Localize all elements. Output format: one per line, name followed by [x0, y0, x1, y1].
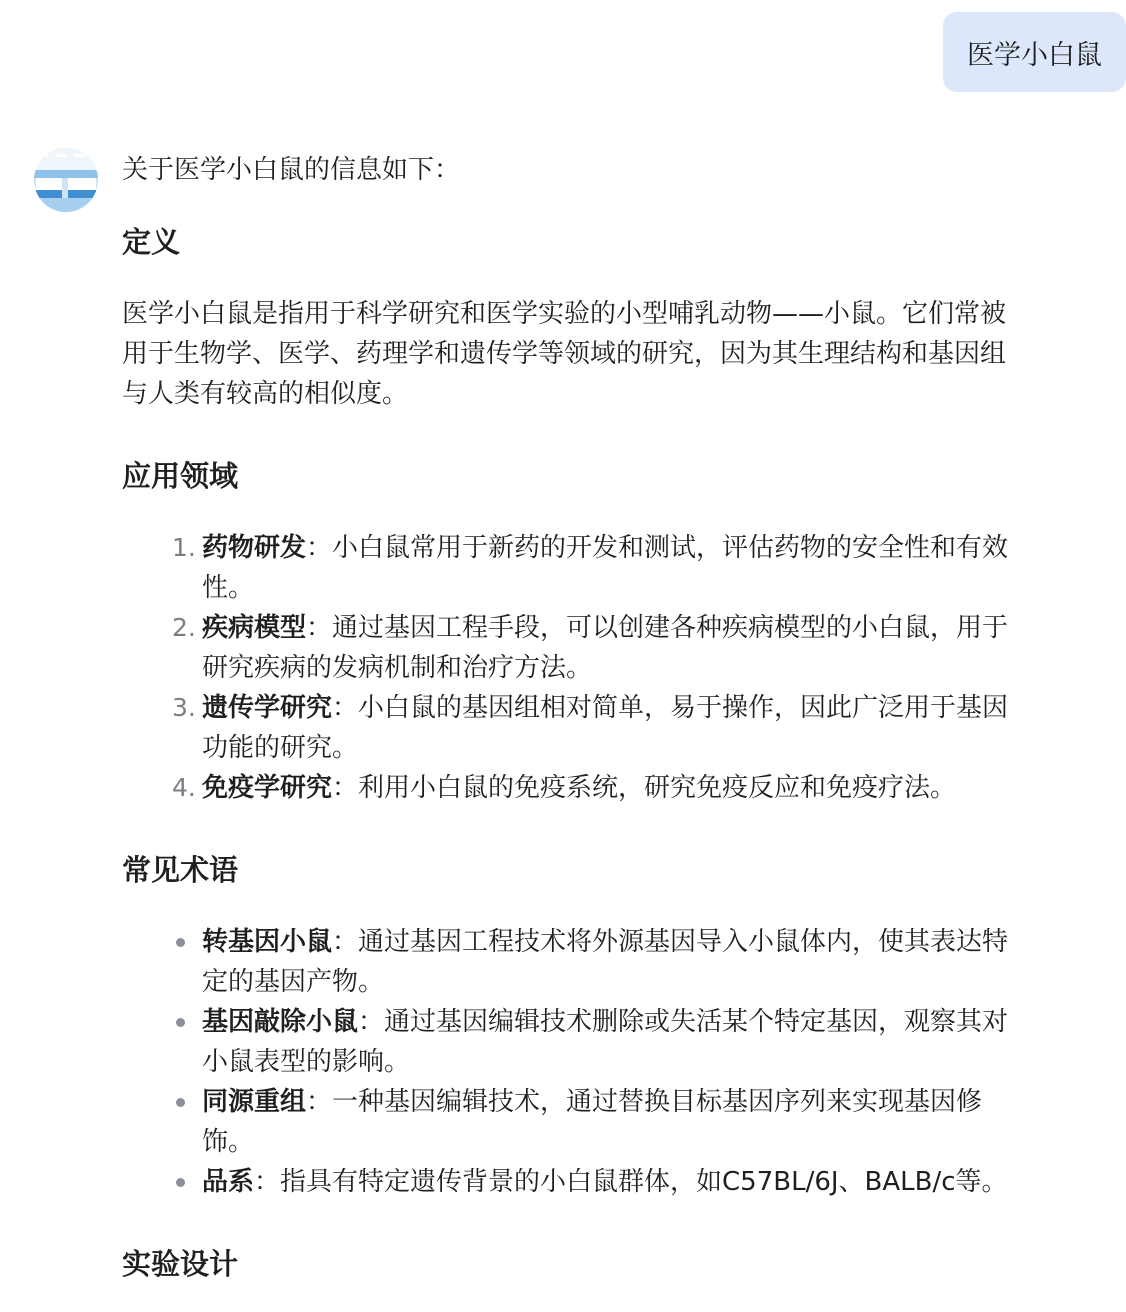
- item-term: 基因敲除小鼠: [202, 1007, 359, 1037]
- bullet-icon: [176, 1098, 185, 1107]
- item-description: ：一种基因编辑技术，通过替换目标基因序列来实现基因修饰。: [202, 1087, 983, 1157]
- section-heading-applications: 应用领域: [122, 459, 239, 493]
- assistant-avatar: [34, 148, 98, 212]
- item-term: 转基因小鼠: [202, 927, 333, 957]
- item-term: 药物研发: [202, 533, 307, 563]
- item-term: 品系: [202, 1167, 255, 1197]
- list-number: 1.: [172, 533, 196, 562]
- item-description: ：通过基因工程技术将外源基因导入小鼠体内，使其表达特定的基因产物。: [202, 927, 1009, 997]
- list-number: 4.: [172, 773, 196, 802]
- answer-intro: 关于医学小白鼠的信息如下：: [122, 155, 461, 185]
- user-message-text: 医学小白鼠: [967, 39, 1102, 71]
- bullet-icon: [176, 938, 185, 947]
- list-item: [202, 922, 1022, 1002]
- list-item: [172, 768, 1022, 808]
- item-term: 免疫学研究: [202, 773, 333, 803]
- list-item: [172, 688, 1022, 768]
- list-number: 2.: [172, 613, 196, 642]
- item-term: 遗传学研究: [202, 693, 333, 723]
- bullet-icon: [176, 1178, 185, 1187]
- definition-paragraph: 医学小白鼠是指用于科学研究和医学实验的小型哺乳动物——小鼠。它们常被用于生物学、医学、药理学和遗传学等领域的研究，因为其生理结构和基因组与人类有较高的相似度。: [122, 299, 1007, 409]
- item-description: ：小白鼠的基因组相对简单，易于操作，因此广泛用于基因功能的研究。: [202, 693, 1009, 763]
- item-term: 同源重组: [202, 1087, 307, 1117]
- section-heading-experiment: 实验设计: [122, 1247, 239, 1281]
- user-message-bubble: [943, 12, 1126, 92]
- section-heading-definition: 定义: [122, 225, 181, 259]
- list-item: [202, 1162, 1022, 1202]
- section-heading-terms: 常见术语: [122, 853, 239, 887]
- item-description: ：小白鼠常用于新药的开发和测试，评估药物的安全性和有效性。: [202, 533, 1009, 603]
- item-term: 疾病模型: [202, 613, 307, 643]
- applications-list: [122, 528, 1022, 808]
- item-description: ：利用小白鼠的免疫系统，研究免疫反应和免疫疗法。: [332, 773, 957, 803]
- item-description: ：通过基因编辑技术删除或失活某个特定基因，观察其对小鼠表型的影响。: [202, 1007, 1009, 1077]
- bullet-icon: [176, 1018, 185, 1027]
- item-description: ：通过基因工程手段，可以创建各种疾病模型的小白鼠，用于研究疾病的发病机制和治疗方法。: [202, 613, 1009, 683]
- list-item: [172, 528, 1022, 608]
- list-item: [202, 1082, 1022, 1162]
- terms-list: [122, 922, 1022, 1202]
- item-description: ：指具有特定遗传背景的小白鼠群体，如C57BL/6J、BALB/c等。: [254, 1167, 1008, 1197]
- list-number: 3.: [172, 693, 196, 722]
- list-item: [172, 608, 1022, 688]
- assistant-answer: [122, 148, 1022, 1286]
- list-item: [202, 1002, 1022, 1082]
